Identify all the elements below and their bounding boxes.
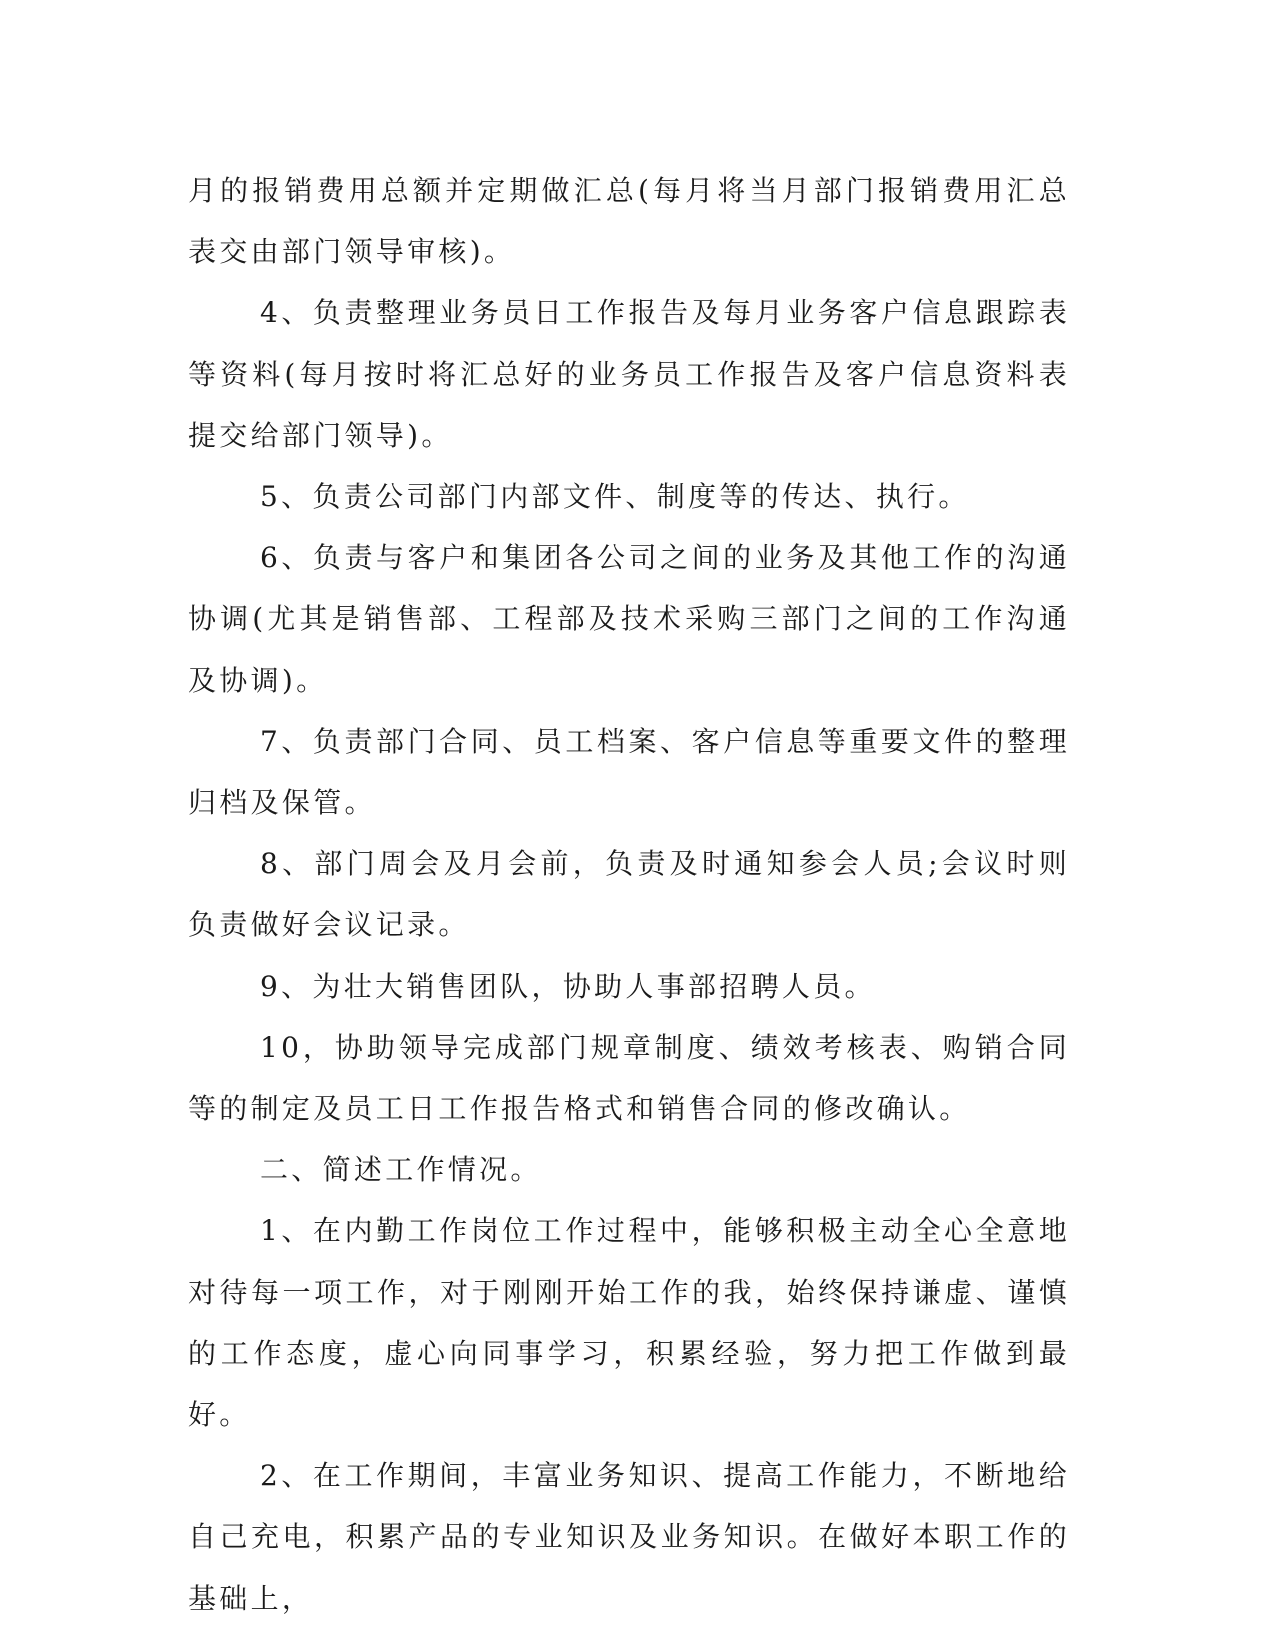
paragraph-item-5: 5、负责公司部门内部文件、制度等的传达、执行。 xyxy=(260,480,970,514)
section-heading-work-overview: 二、简述工作情况。 xyxy=(260,1153,542,1187)
paragraph-work-1: 1、在内勤工作岗位工作过程中，能够积极主动全心全意地对待每一项工作，对于刚刚开始工作的我，始终保持谦虚、谨慎的工作态度，虚心向同事学习，积累经验，努力把工作做到最好。 xyxy=(188,1214,1070,1432)
paragraph-item-9: 9、为壮大销售团队，协助人事部招聘人员。 xyxy=(260,969,876,1003)
paragraph-item-10: 10，协助领导完成部门规章制度、绩效考核表、购销合同等的制定及员工日工作报告格式和销售合同的修改确认。 xyxy=(188,1030,1070,1126)
paragraph-item-4: 4、负责整理业务员日工作报告及每月业务客户信息跟踪表等资料(每月按时将汇总好的业务员工作报告及客户信息资料表提交给部门领导)。 xyxy=(188,296,1070,452)
paragraph-item-7: 7、负责部门合同、员工档案、客户信息等重要文件的整理归档及保管。 xyxy=(188,724,1070,820)
paragraph-reimbursement-summary: 月的报销费用总额并定期做汇总(每月将当月部门报销费用汇总表交由部门领导审核)。 xyxy=(188,174,1070,269)
paragraph-work-2: 2、在工作期间，丰富业务知识、提高工作能力，不断地给自己充电，积累产品的专业知识及业务知识。在做好本职工作的基础上， xyxy=(188,1459,1070,1615)
document-body xyxy=(188,160,1070,1629)
paragraph-item-6: 6、负责与客户和集团各公司之间的业务及其他工作的沟通协调(尤其是销售部、工程部及技术采购三部门之间的工作沟通及协调)。 xyxy=(188,541,1070,697)
paragraph-item-8: 8、部门周会及月会前，负责及时通知参会人员;会议时则负责做好会议记录。 xyxy=(188,847,1070,942)
